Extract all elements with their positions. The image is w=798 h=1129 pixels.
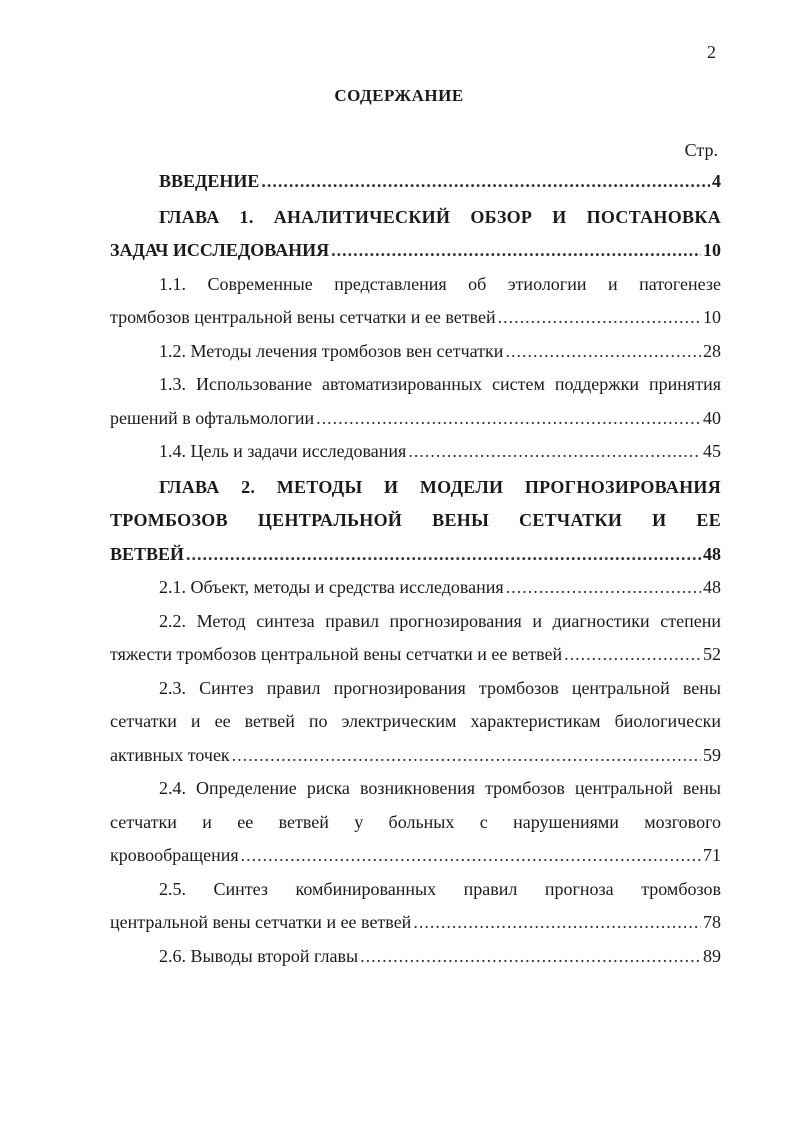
page-column-label: Стр.: [684, 140, 718, 160]
toc-entry-title-cont: решений в офтальмологии: [110, 407, 315, 428]
toc-page-ref: 28: [703, 340, 721, 361]
toc-entry-2-2[interactable]: [110, 605, 721, 672]
toc-entry-title: 2.3. Синтез правил прогнозирования тромбозов центральной вены: [159, 677, 721, 698]
toc-entry-title-cont: ВЕТВЕЙ: [110, 543, 185, 564]
table-of-contents: [110, 165, 721, 973]
toc-entry-1-3[interactable]: [110, 368, 721, 435]
toc-entry-title-cont: центральной вены сетчатки и ее ветвей: [110, 912, 412, 932]
toc-page-ref: 52: [703, 644, 721, 664]
toc-entry-title: 1.2. Методы лечения тромбозов вен сетчатки: [159, 340, 504, 361]
toc-page-ref: 78: [703, 912, 721, 932]
toc-entry-title: 2.2. Метод синтеза правил прогнозирования и диагностики степени: [159, 610, 721, 631]
toc-entry-title: ВВЕДЕНИЕ: [159, 171, 260, 191]
toc-entry-title: 1.3. Использование автоматизированных систем поддержки принятия: [159, 374, 721, 394]
page-title: СОДЕРЖАНИЕ: [334, 86, 464, 105]
dot-leader: [261, 165, 710, 199]
dot-leader: [506, 571, 701, 605]
toc-entry-2-1[interactable]: [110, 571, 721, 605]
toc-entry-1-4[interactable]: [110, 435, 721, 469]
toc-entry-title-cont: сетчатки и ее ветвей у больных с нарушениями мозгового: [110, 811, 721, 832]
toc-page-ref: 89: [703, 945, 721, 966]
toc-entry-title-cont: ТРОМБОЗОВ ЦЕНТРАЛЬНОЙ ВЕНЫ СЕТЧАТКИ И ЕЕ: [110, 510, 721, 530]
toc-page-ref: 10: [703, 240, 721, 260]
toc-entry-title: 1.4. Цель и задачи исследования: [159, 441, 407, 461]
toc-entry-title-cont: активных точек: [110, 744, 230, 765]
toc-entry-title: ГЛАВА 1. АНАЛИТИЧЕСКИЙ ОБЗОР И ПОСТАНОВКА: [159, 206, 721, 227]
toc-entry-2-3[interactable]: [110, 672, 721, 773]
toc-entry-title-cont: тромбозов центральной вены сетчатки и ее ветвей: [110, 307, 496, 327]
toc-entry-2-4[interactable]: [110, 772, 721, 873]
dot-leader: [186, 538, 701, 572]
toc-entry-title: 2.5. Синтез комбинированных правил прогноза тромбозов: [159, 878, 721, 899]
toc-page-ref: 45: [703, 441, 721, 461]
page-number: 2: [707, 42, 716, 62]
toc-page-ref: 4: [712, 171, 721, 191]
toc-entry-title: 2.1. Объект, методы и средства исследования: [159, 577, 504, 597]
toc-page-ref: 10: [703, 307, 721, 327]
toc-entry-title: ГЛАВА 2. МЕТОДЫ И МОДЕЛИ ПРОГНОЗИРОВАНИЯ: [159, 476, 721, 497]
toc-entry-title-cont: сетчатки и ее ветвей по электрическим характеристикам биологически: [110, 711, 721, 731]
toc-page-ref: 48: [703, 543, 721, 564]
toc-entry-title: 2.4. Определение риска возникновения тромбозов центральной вены: [159, 778, 721, 798]
toc-entry-title-cont: ЗАДАЧ ИССЛЕДОВАНИЯ: [110, 240, 330, 260]
toc-entry-title-cont: тяжести тромбозов центральной вены сетчатки и ее ветвей: [110, 644, 563, 664]
dot-leader: [408, 435, 701, 469]
toc-entry-chapter-2[interactable]: [110, 471, 721, 572]
toc-page-ref: 71: [703, 845, 721, 865]
toc-entry-title: 1.1. Современные представления об этиологии и патогенезе: [159, 273, 721, 294]
dot-leader: [413, 906, 701, 940]
dot-leader: [316, 402, 701, 436]
toc-entry-2-6[interactable]: [110, 940, 721, 974]
dot-leader: [331, 234, 701, 268]
toc-entry-2-5[interactable]: [110, 873, 721, 940]
toc-entry-introduction[interactable]: [110, 165, 721, 199]
dot-leader: [564, 638, 701, 672]
dot-leader: [498, 301, 701, 335]
toc-entry-title: 2.6. Выводы второй главы: [159, 945, 359, 966]
toc-entry-title-cont: кровообращения: [110, 845, 239, 865]
toc-page-ref: 40: [703, 407, 721, 428]
dot-leader: [505, 335, 701, 369]
dot-leader: [360, 940, 701, 974]
toc-entry-1-1[interactable]: [110, 268, 721, 335]
toc-entry-chapter-1[interactable]: [110, 201, 721, 268]
dot-leader: [232, 739, 701, 773]
dot-leader: [241, 839, 701, 873]
toc-page-ref: 59: [703, 744, 721, 765]
toc-entry-1-2[interactable]: [110, 335, 721, 369]
toc-page-ref: 48: [703, 577, 721, 597]
